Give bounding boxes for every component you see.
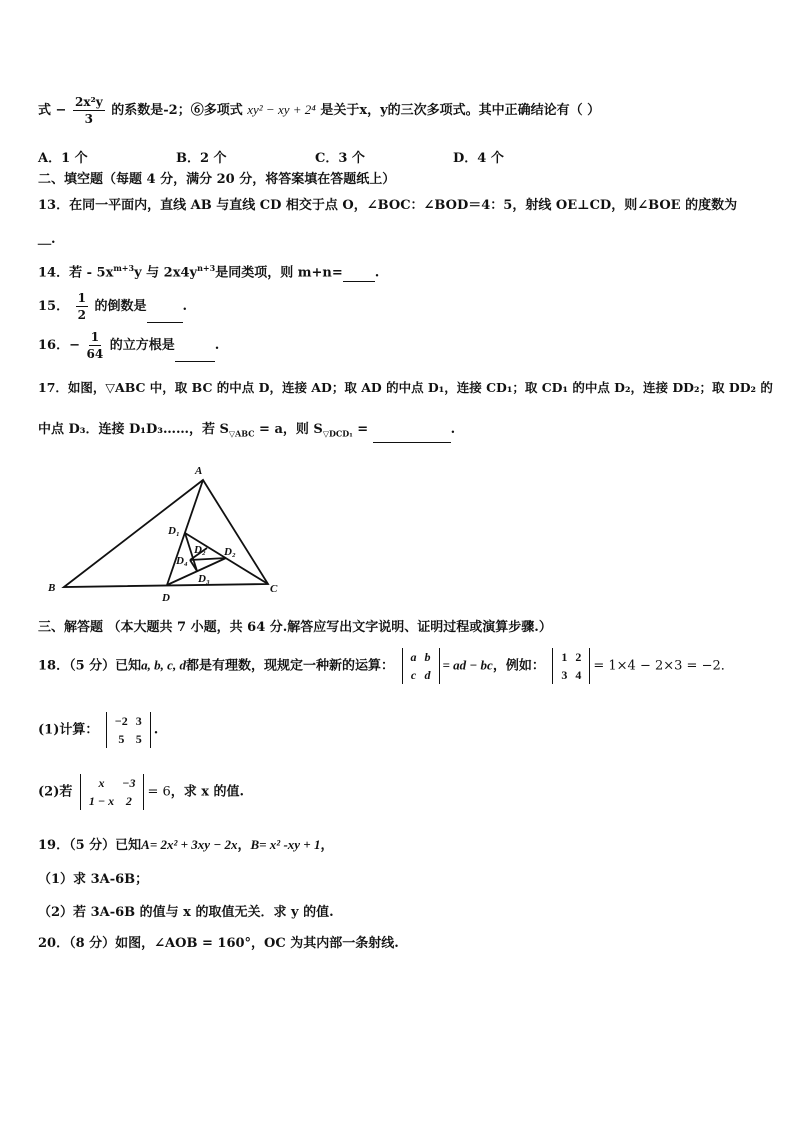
q12-prefix: 式 xyxy=(38,103,52,118)
q18-p2-text: ，求 x 的值. xyxy=(170,784,245,800)
q14-blank xyxy=(343,267,375,282)
q12-fraction xyxy=(73,94,105,127)
option-d: D．4 个 xyxy=(453,151,504,166)
section3-heading: 三、解答题 （本大题共 7 小题，共 64 分.解答应写出文字说明、证明过程或演算步骤.） xyxy=(38,620,552,635)
q14-text-b: y 与 2x xyxy=(134,265,181,281)
q12-line xyxy=(38,94,600,127)
q12-frac-den: 3 xyxy=(84,112,94,126)
q19-p1: （1）求 3A-6B； xyxy=(38,872,149,887)
q18-p2-line xyxy=(38,774,244,810)
q18-def-b: b xyxy=(424,650,431,664)
q15-fraction xyxy=(76,290,88,323)
q18-p1-line xyxy=(38,712,158,748)
q15-line xyxy=(38,290,187,323)
q14-sup-d: n+3 xyxy=(197,263,216,273)
q18-p2-det xyxy=(80,774,145,810)
q18-p1-label: (1)计算： xyxy=(38,722,99,738)
q18-ex-21: 3 xyxy=(561,668,568,682)
q17-line2-a: 中点 D₃．连接 D₁D₃……，若 S xyxy=(38,422,229,437)
q18-example-result: = 1×4 − 2×3 = −2． xyxy=(593,658,734,674)
section2-heading: 二、填空题（每题 4 分，满分 20 分，将答案填在答题纸上） xyxy=(38,172,396,187)
q18-p2-result: = 6 xyxy=(147,784,171,800)
q12-poly: xy² − xy + 2⁴ xyxy=(247,102,316,117)
q16-line xyxy=(38,329,219,362)
q18-text: 都是有理数，现规定一种新的运算： xyxy=(185,658,394,674)
q15-frac-den: 2 xyxy=(77,308,86,322)
q13-cont: ＿. xyxy=(38,232,56,247)
q16-fraction xyxy=(87,329,104,362)
q17-end: . xyxy=(450,422,456,437)
q18-def-c: c xyxy=(410,668,417,682)
label-d3: D₃ xyxy=(198,573,210,585)
q16-neg: − xyxy=(69,338,80,353)
q15-frac-num: 1 xyxy=(77,291,86,305)
q18-ex-22: 4 xyxy=(575,668,582,682)
q19-a-def: A= 2x² + 3xy − 2x xyxy=(141,837,238,852)
label-d1: D₁ xyxy=(168,525,180,537)
q18-def-d: d xyxy=(424,668,431,682)
label-c: C xyxy=(270,583,278,595)
q18-ex-11: 1 xyxy=(561,650,568,664)
q18-label: 18．（5 分）已知 xyxy=(38,658,142,674)
label-d2-inner: D₂ xyxy=(194,544,206,556)
q18-def-det xyxy=(402,648,440,684)
q18-p1-22: 5 xyxy=(135,732,142,746)
q18-p2-22: 2 xyxy=(125,794,132,808)
q18-vars: a, b, c, d xyxy=(141,657,186,673)
q13-line xyxy=(38,197,737,215)
q16-frac-den: 64 xyxy=(86,347,104,361)
q19-sep: ， xyxy=(237,838,251,853)
q17-line2-c: = xyxy=(352,422,373,437)
q18-p1-12: 3 xyxy=(135,714,142,728)
q18-p2-21: 1 − x xyxy=(88,794,115,808)
q15-label: 15． xyxy=(38,299,70,314)
q19-b-def: B= x² -xy + 1 xyxy=(250,837,321,852)
q13-label: 13． xyxy=(38,198,70,213)
q14-text-a: 若 - 5x xyxy=(69,265,114,281)
q17-blank xyxy=(373,428,451,443)
q17-line2 xyxy=(38,421,455,443)
q18-p1-11: −2 xyxy=(114,714,128,728)
q18-p1-21: 5 xyxy=(118,732,125,746)
q15-blank xyxy=(147,308,183,323)
q18-example-det xyxy=(552,648,590,684)
q18-p1-det xyxy=(106,712,151,748)
triangle-abc xyxy=(64,480,268,587)
q19-label: 19．（5 分）已知 xyxy=(38,838,142,853)
q14-text-e: 是同类项，则 m+n= xyxy=(215,265,343,281)
q17-line1: 17．如图，▽ABC 中，取 BC 的中点 D，连接 AD；取 AD 的中点 D₁，连接 CD₁；取 CD₁ 的中点 D₂，连接 DD₂；取 DD₂ 的 xyxy=(38,380,773,395)
q12-suffix: 是关于x，y的三次多项式。其中正确结论有（ ） xyxy=(320,103,601,118)
q18-def-result: = ad − bc xyxy=(442,657,493,673)
q19-line xyxy=(38,836,333,855)
q18-ex-12: 2 xyxy=(575,650,582,664)
q14-text-d: y xyxy=(189,265,198,281)
label-d: D xyxy=(162,592,170,604)
q18-example-text: ，例如： xyxy=(492,658,545,674)
q18-p2-label: (2)若 xyxy=(38,784,73,800)
q15-text: 的倒数是 xyxy=(94,299,147,314)
option-a: A．1 个 xyxy=(38,151,88,166)
q18-p1-end: . xyxy=(153,722,159,738)
option-b: B．2 个 xyxy=(176,151,227,166)
label-d4: D₄ xyxy=(176,555,188,567)
q17-line2-b: = a，则 S xyxy=(254,422,323,437)
q18-p2-12: −3 xyxy=(122,776,136,790)
q17-sub-a: ▽ABC xyxy=(228,428,255,439)
q15-end: . xyxy=(182,299,188,314)
q17-sub-b: ▽DCD₁ xyxy=(322,428,353,439)
q14-text-c: 4 xyxy=(180,265,190,281)
q12-frac-num: 2x²y xyxy=(74,95,103,109)
q14-label: 14． xyxy=(38,265,70,281)
option-c: C．3 个 xyxy=(315,151,365,166)
q18-p2-11: x xyxy=(98,776,105,790)
q16-text: 的立方根是 xyxy=(109,338,175,353)
q16-end: . xyxy=(214,338,220,353)
q16-label: 16． xyxy=(38,338,70,353)
q14-end: . xyxy=(374,265,380,281)
q16-frac-num: 1 xyxy=(90,330,100,344)
q18-def-a: a xyxy=(410,650,417,664)
q19-end: ， xyxy=(320,838,334,853)
label-d2: D₂ xyxy=(224,546,236,558)
triangle-figure xyxy=(40,458,300,608)
q14-line xyxy=(38,259,379,282)
label-b: B xyxy=(48,582,56,594)
q12-coef-text: 的系数是-2；⑥多项式 xyxy=(111,103,243,118)
q18-line xyxy=(38,648,734,684)
q12-neg: − xyxy=(55,103,67,118)
q14-sup-a: m+3 xyxy=(113,263,135,273)
q20-line: 20．（8 分）如图，∠AOB = 160°，OC 为其内部一条射线. xyxy=(38,936,399,951)
q19-p2: （2）若 3A-6B 的值与 x 的取值无关．求 y 的值. xyxy=(38,905,334,920)
label-a: A xyxy=(195,465,203,477)
q13-text: 在同一平面内，直线 AB 与直线 CD 相交于点 O，∠BOC：∠BOD＝4：5，射线 OE⊥CD，则∠BOE 的度数为 xyxy=(69,198,738,213)
q16-blank xyxy=(175,347,215,362)
